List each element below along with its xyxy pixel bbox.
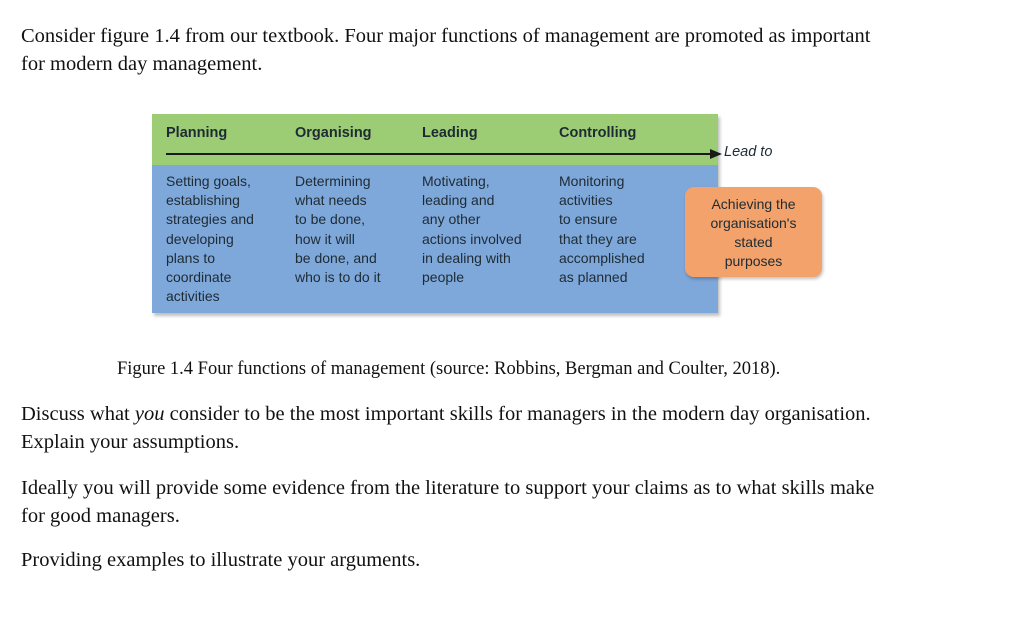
lead-to-label: Lead to [724,144,773,160]
header-organising: Organising [295,125,372,141]
intro-paragraph [21,22,1011,78]
header-controlling: Controlling [559,125,637,141]
discuss-emphasis: you [134,403,165,425]
controlling-description: Monitoring activities to ensure that they are accomplished as planned [559,173,645,286]
discuss-text-end: consider to be the most important skills for managers in the modern day organisation. [164,403,871,425]
discuss-line-1 [21,400,1011,428]
header-planning: Planning [166,125,228,141]
discuss-line-2: Explain your assumptions. [21,431,240,453]
management-functions-figure [152,114,832,319]
discuss-text-start: Discuss what [21,403,135,425]
leading-description: Motivating, leading and any other actions involved in dealing with people [422,173,522,286]
organising-description: Determining what needs to be done, how it will be done, and who is to do it [295,173,381,286]
examples-paragraph: Providing examples to illustrate your arguments. [21,549,421,571]
goal-text: Achieving the organisation's stated purposes [710,196,797,269]
goal-box [685,187,822,277]
header-leading: Leading [422,125,478,141]
planning-description: Setting goals, establishing strategies and developing plans to coordinate activities [166,173,254,305]
evidence-line-1: Ideally you will provide some evidence from the literature to support your claims as to what skills make [21,477,875,499]
flow-arrow-line [166,153,720,155]
evidence-paragraph [21,474,1011,530]
intro-line-2: for modern day management. [21,53,263,75]
arrow-right-icon [710,149,722,159]
evidence-line-2: for good managers. [21,505,180,527]
figure-caption: Figure 1.4 Four functions of management (source: Robbins, Bergman and Coulter, 2018). [117,359,781,379]
intro-line-1: Consider figure 1.4 from our textbook. Four major functions of management are promoted as important [21,25,871,47]
discuss-paragraph [21,400,1011,456]
